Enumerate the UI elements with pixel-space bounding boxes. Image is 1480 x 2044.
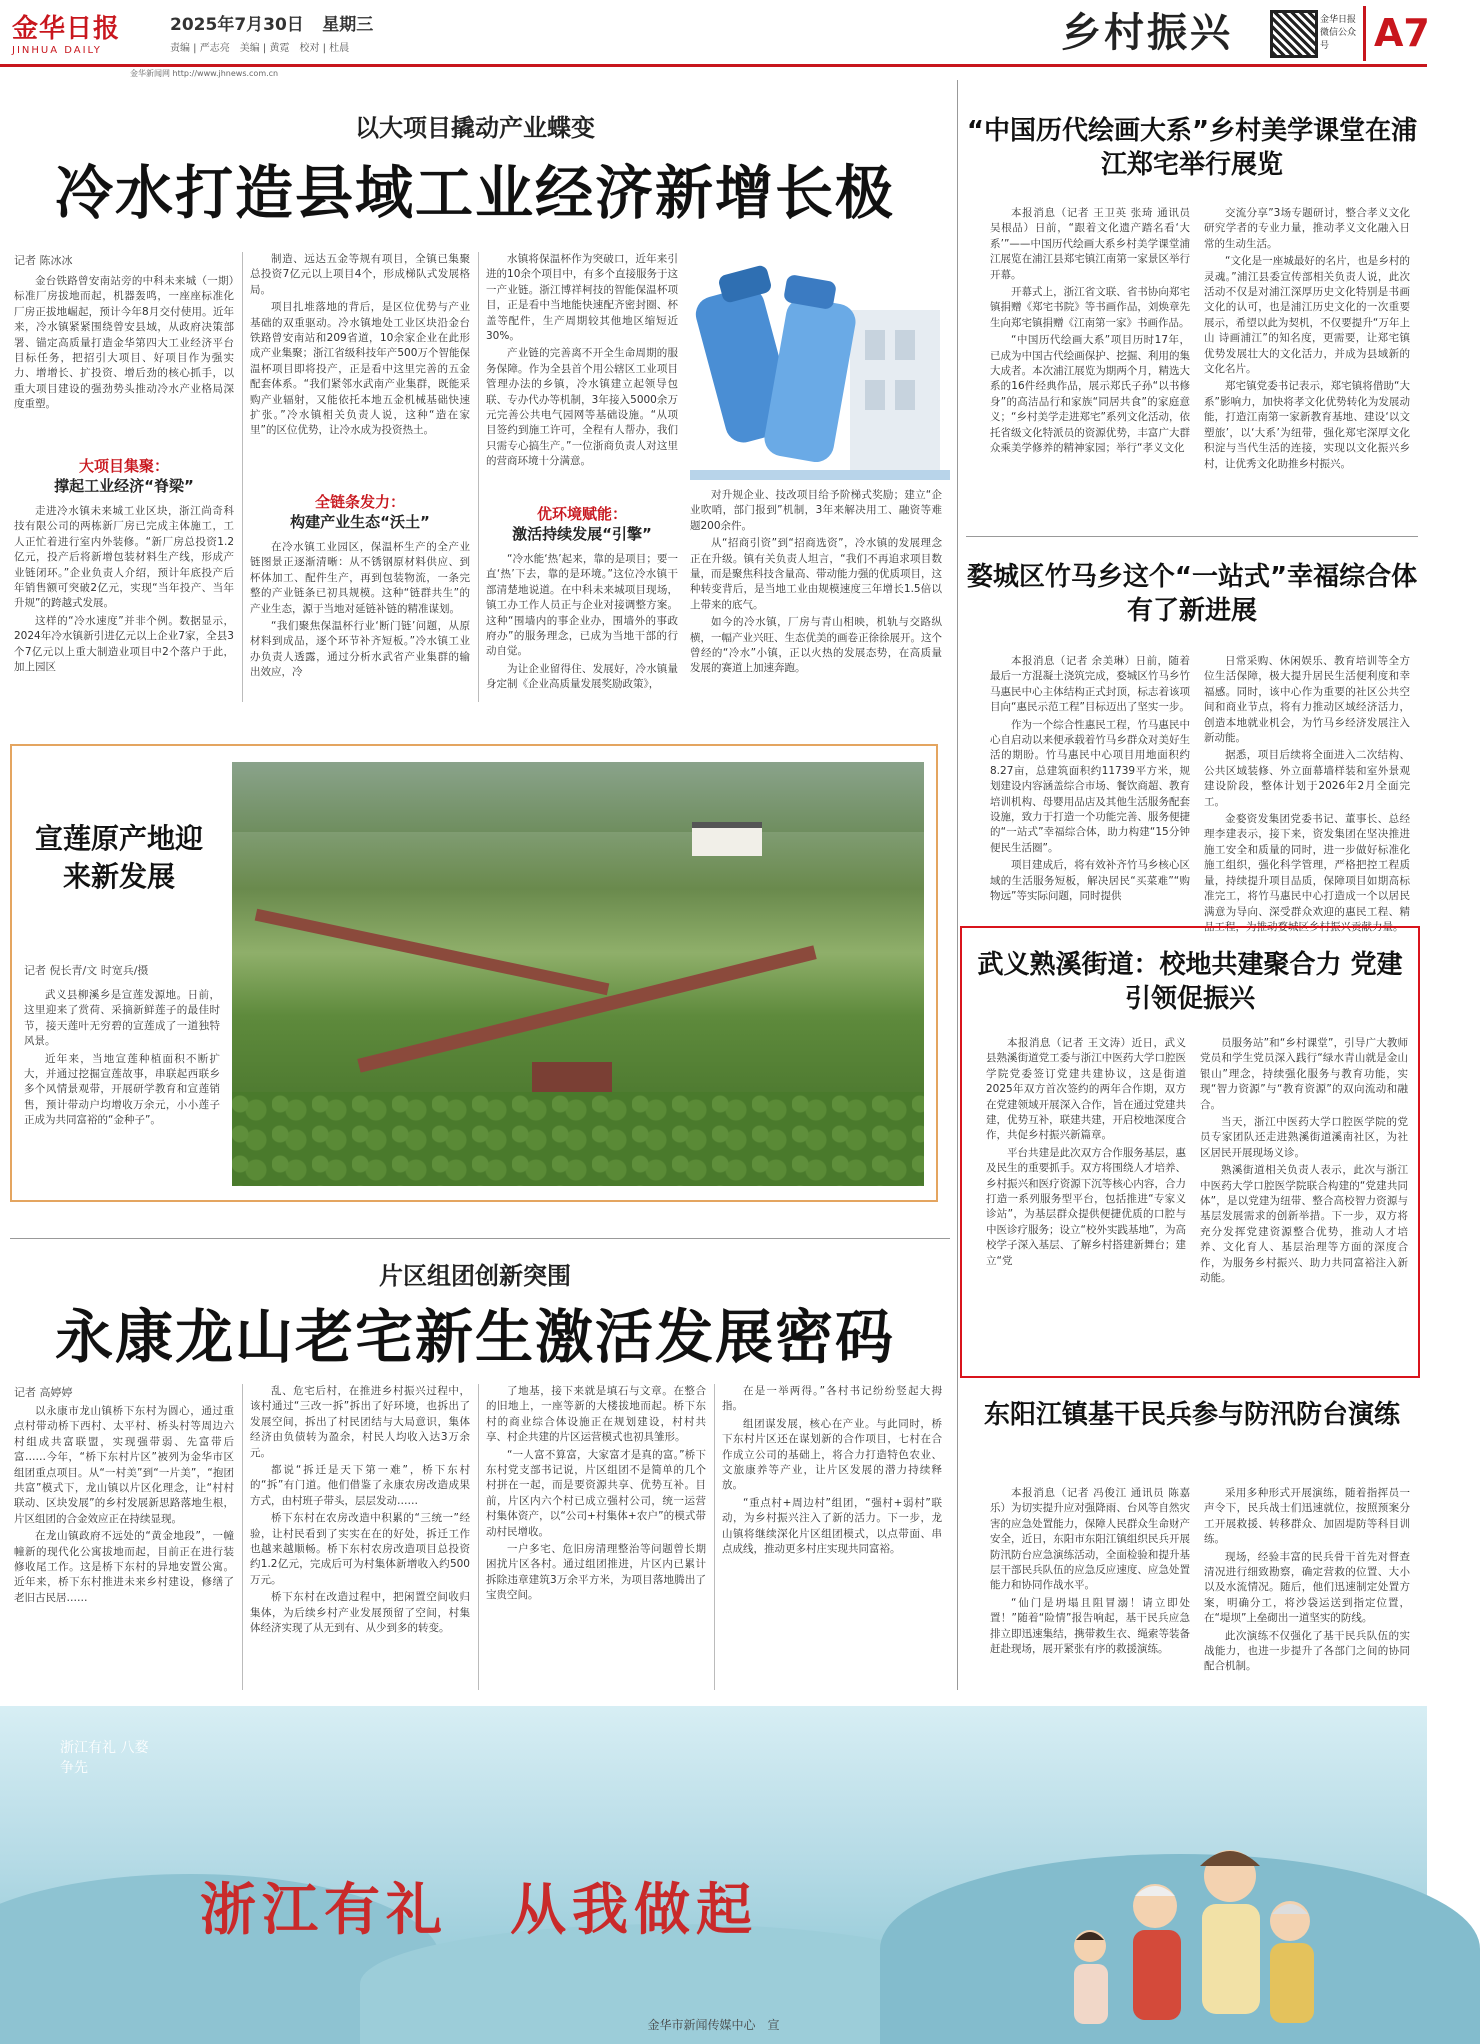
article1-subhead2: 全链条发力： 构建产业生态“沃土” bbox=[290, 493, 430, 531]
article1-col2: 制造、远达五金等规有项目，全镇已集聚总投资7亿元以上项目4个，形成梯队式发展格局。 项目扎堆落地的背后，是区位优势与产业基础的双重驱动。冷水镇地处工业区块沿金台铁路曾安南站和209省道，10余家企业在此形成产业集聚；浙江省级科技年产500万个智能保温杯项目即将投产，正是看中这里完善的五金配套体系。“我们紧邻水武南产业集群，既能采购产业辐射，又能依托本地五金机械基础快速扩张。”冷水镇相关负责人说，这种“造在家里”的区位优势，让冷水成为投资热土。 bbox=[250, 253, 470, 437]
article2-col1: 本报消息（记者 王卫英 张琦 通讯员 吴根品）日前，“跟着文化遗产踏名看‘大系’”——中国历代绘画大系乡村美学课堂浦江展览在浦江县郑宅镇江南第一家景区举行开幕。 开幕式上，浙江省文联、省书协向郑宅镇捐赠《郑宅书院》等书画作品，刘焕章先生向郑宅镇捐赠《江南第一家》书画作品。 “中国历代绘画大系”项目历时17年，已成为中国古代绘画保护、挖掘、利用的集大成者。本次浦江展览为期两个月，精选大系的16件经典作品，展示郑氏子孙“以书修身”的高洁品行和家族“同居共食”的家庭意义；“乡村美学走进郑宅”系列文化活动，依托省级文化特派员的资源优势，丰富广大群众乘美学修养的精神家园；举行“孝义文化 bbox=[990, 207, 1190, 455]
divider bbox=[478, 1384, 479, 1690]
qr-code-icon bbox=[1270, 10, 1318, 58]
article6-col1: 以永康市龙山镇桥下东村为圆心，通过重点村带动桥下西村、太平村、桥头村等周边六村组成共富联盟，实现强带弱、先富带后富……今年，“桥下东村片区”被列为金华市区组团重点项目。从“一村美”到“一片美”，“抱团共富”模式下，龙山镇以片区化理念，让“村村联动、区块发展”的乡村发展新思路落地生根，片区组团的合金效应正在持续显现。 在龙山镇政府不远处的“黄金地段”，一幢幢新的现代化公寓拔地而起，目前正在进行装修收尾工作。这是桥下东村的异地安置公寓。近年来，桥下东村推进未来乡村建设，修缮了老旧古民居…… bbox=[14, 1405, 234, 1604]
article1-subhead1: 大项目集聚： 撑起工业经济“脊梁” bbox=[54, 457, 194, 495]
article6-col4: 在是一举两得。”各村书记纷纷竖起大拇指。 组团谋发展，核心在产业。与此同时，桥下东村片区还在谋划新的合作项目，七村在合作成立公司的基础上，将合力打造特色农业、文旅康养等产业，让片区发展的潜力持续释放。 “重点村+周边村”组团，“强村+弱村”联动，为乡村振兴注入了新的活力。下一步，龙山镇将继续深化片区组团模式，以点带面、串点成线，推动更多村庄实现共同富裕。 bbox=[722, 1385, 942, 1556]
article4-title: 宣莲原产地迎来新发展 bbox=[34, 822, 203, 893]
divider bbox=[242, 252, 243, 702]
divider bbox=[714, 1384, 715, 1690]
logo-en: JINHUA DAILY bbox=[12, 45, 102, 56]
article5-col2: 员服务站”和“乡村课堂”，引导广大教师党员和学生党员深入践行“绿水青山就是金山银山”理念，持续强化服务与教育功能，实现“智力资源”与“教育资源”的双向流动和融合。 当天，浙江中医药大学口腔医学院的党员专家团队还走进熟溪街道溪南社区，为社区居民开展现场义诊。 熟溪街道相关负责人表示，此次与浙江中医药大学口腔医学院联合构建的“党建共同体”，是以党建为纽带、整合高校智力资源与基层发展需求的创新举措。下一步，双方将充分发挥党建资源整合优势，推动人才培养、文化育人、基层治理等方面的深度合作，为服务乡村振兴、助力共同富裕注入新动能。 bbox=[1200, 1037, 1408, 1285]
article1-col3: 水镇将保温杯作为突破口，近年来引进的10余个项目中，有多个直接服务于这一产业链。浙江博祥柯技的智能保温杯项目，正是看中当地能快速配齐密封圈、杯盖等配件，生产周期较其他地区缩短近30%。 产业链的完善离不开全生命周期的服务保障。作为全县首个用公辖区工业项目管理办法的乡镇，冷水镇建立起领导包联、专办代办等机制，3年接入5000余万元完善公共电气园网等基础设施。“从项目签约到施工许可，全程有人帮办，我们只需专心搞生产。”一位浙商负责人对这里的营商环境十分满意。 bbox=[486, 253, 678, 468]
banner-small-logo: 浙江有礼 八婺争先 bbox=[60, 1740, 149, 1776]
article3-col1: 本报消息（记者 余美琳）日前，随着最后一方混凝土浇筑完成，婺城区竹马乡竹马惠民中心主体结构正式封顶，标志着该项目向“惠民示范工程”目标迈出了坚实一步。 作为一个综合性惠民工程，竹马惠民中心自启动以来便承载着竹马乡群众对美好生活的期盼。竹马惠民中心项目用地面积约8.27亩，总建筑面积约11739平方米，规划建设内容涵盖综合市场、餐饮商超、教育培训机构、母婴用品店及其他生活服务配套设施，致力于打造一个功能完善、服务便捷的“一站式”幸福综合体，助力构建“15分钟便民生活圈”。 项目建成后，将有效补齐竹马乡核心区域的生活服务短板，解决居民“买菜难”“购物远”等实际问题，同时提供 bbox=[990, 655, 1190, 903]
page-number: A7 bbox=[1363, 6, 1423, 61]
article4-byline: 记者 倪长青/文 时宽兵/摄 bbox=[24, 964, 149, 977]
thermos-illustration bbox=[690, 250, 950, 480]
article3-title: 婺城区竹马乡这个“一站式”幸福综合体有了新进展 bbox=[966, 562, 1418, 626]
article5-title: 武义熟溪街道：校地共建聚合力 党建引领促振兴 bbox=[977, 950, 1403, 1014]
article1-subhead3: 优环境赋能： 激活持续发展“引擎” bbox=[512, 505, 652, 543]
article2-title: “中国历代绘画大系”乡村美学课堂在浦江郑宅举行展览 bbox=[966, 116, 1418, 180]
article6-col3: 了地基，接下来就是填石与文章。在整合的旧地上，一座等新的大楼拔地而起。桥下东村的商业综合体设施正在规划建设，村村共享、村企共建的片区运营模式也初具雏形。 “一人富不算富，大家富才是真的富。”桥下东村党支部书记说，片区组团不是简单的几个村拼在一起，而是要资源共享、优势互补。目前，片区内六个村已成立强村公司，统一运营村集体资产，以“公司+村集体+农户”的模式带动村民增收。 一户多宅、危旧房清理整治等问题曾长期困扰片区各村。通过组团推进，片区内已累计拆除违章建筑3万余平方米，为项目落地腾出了宝贵空间。 bbox=[486, 1385, 706, 1602]
section-title: 乡村振兴 bbox=[1061, 10, 1233, 56]
article6-title: 永康龙山老宅新生激活发展密码 bbox=[54, 1303, 895, 1371]
article1-col1b: 走进冷水镇未来城工业区块，浙江尚奇科技有限公司的两栋新厂房已完成主体施工，工人正忙着进行室内外装修。“新厂房总投资1.2亿元，投产后将新增包装材料生产线，形成产业链闭环。”企业负责人介绍，预计年底投产后年销售额可突破2亿元，实现“当年投产、当年升规”的跨越式发展。 这样的“冷水速度”并非个例。数据显示，2024年冷水镇新引进亿元以上企业7家，全县3个7亿元以上重大制造业项目中2个落户于此，加上园区 bbox=[14, 505, 234, 674]
article7-col2: 采用多种形式开展演练，随着指挥员一声令下，民兵战士们迅速就位，按照预案分工开展救援、转移群众、加固堤防等科目训练。 现场，经验丰富的民兵骨干首先对督查清况进行细致勘察，确定营救的位置、大小以及水流情况。随后，他们迅速制定处置方案，明确分工，将沙袋运送到指定位置，在“堤坝”上垒砌出一道坚实的防线。 此次演练不仅强化了基干民兵队伍的实战能力，也进一步提升了各部门之间的协同配合机制。 bbox=[1204, 1487, 1410, 1673]
banner-slogan: 浙江有礼 从我做起 bbox=[200, 1877, 758, 1943]
article1-kicker: 以大项目撬动产业蝶变 bbox=[355, 114, 595, 142]
article1-col4: 对升规企业、技改项目给予阶梯式奖励；建立“企业吹哨，部门报到”机制，3年来解决用工、融资等难题200余件。 从“招商引资”到“招商选资”，冷水镇的发展理念正在升级。镇有关负责人坦言，“我们不再追求项目数量，而是聚焦科技含量高、带动能力强的优质项目，这种转变背后，是当地工业由规模速度三年增长1.5倍以上带来的底气。 如今的冷水镇，厂房与青山相映，机轨与交路纵横，一幅产业兴旺、生态优美的画卷正徐徐展开。这个曾经的“冷水”小镇，正以火热的发展态势，在高质量发展的赛道上加速奔跑。 bbox=[690, 489, 942, 675]
article1-title: 冷水打造县域工业经济新增长极 bbox=[54, 159, 895, 227]
divider bbox=[10, 1238, 950, 1239]
divider bbox=[242, 1384, 243, 1690]
article6-kicker: 片区组团创新突围 bbox=[379, 1262, 571, 1290]
article4-col1: 武义县柳溪乡是宣莲发源地。日前，这里迎来了赏荷、采摘新鲜莲子的最佳时节，接天莲叶无穷碧的宣莲成了一道独特风景。 近年来，当地宣莲种植面积不断扩大，并通过挖掘宣莲故事，串联起西联乡多个风情景观带，开展研学教育和宣莲销售，预计带动户均增收万余元，小小莲子正成为共同富裕的“金种子”。 bbox=[24, 989, 220, 1127]
banner-footer: 金华市新闻传媒中心 宣 bbox=[647, 2018, 780, 2032]
header-info bbox=[170, 10, 730, 60]
article2-col2: 交流分享”3场专题研讨，整合孝义文化研究学者的专业力量，推动孝义文化融入日常的生动生活。 “文化是一座城最好的名片，也是乡村的灵魂。”浦江县委宣传部相关负责人说，此次活动不仅是对浦江深厚历史文化特别是书画文化的认可，也是浦江历史文化的一次重要展示，希望以此为契机，不仅要提升“万年上山 诗画浦江”的知名度，更需要，让郑宅镇优势发展壮大的文化活力，并成为县域新的文化名片。 郑宅镇党委书记表示，郑宅镇将借助“大系”影响力，加快将孝文化优势转化为发展动能，打造江南第一家新教育基地、建设‘以文塑旅’，以‘大系’为纽带，强化郑宅深厚文化积淀与当代生活的连接，实现以文化振兴乡村，让优秀文化助推乡村振兴。 bbox=[1204, 207, 1410, 470]
family-illustration bbox=[930, 1826, 1370, 2036]
article7-title: 东阳江镇基干民兵参与防汛防台演练 bbox=[983, 1400, 1400, 1430]
staff-credits: 责编 | 严志亮 美编 | 黄霓 校对 | 杜晨 bbox=[170, 43, 350, 54]
article3-col2: 日常采购、休闲娱乐、教育培训等全方位生活保障，极大提升居民生活便利度和幸福感。同时，该中心作为重要的社区公共空间和商业节点，将有力推动区域经济活力，创造本地就业机会，为竹马乡经济发展注入新动能。 据悉，项目后续将全面进入二次结构、公共区域装修、外立面幕墙样装和室外景观建设阶段，整体计划于2026年2月全面完工。 金婺资发集团党委书记、董事长、总经理李建表示，接下来，资发集团在坚决推进施工安全和质量的同时，进一步做好标准化施工组织，强化科学管理，严格把控工程质量，持续提升项目品质，保障项目如期高标准完工，将竹马惠民中心打造成一个以居民满意为导向、深受群众欢迎的惠民工程、精品工程，为推动婺城区乡村振兴贡献力量。 bbox=[1204, 655, 1410, 933]
public-service-banner bbox=[0, 1706, 1427, 2044]
article1-col2b: 在冷水镇工业园区，保温杯生产的全产业链图景正逐渐清晰：从不锈钢原材料供应、到杯体加工、配件生产，再到包装物流，一条完整的产业链条已初具规模。这种“链群共生”的产业生态，源于当地对延链补链的精准谋划。 “我们聚焦保温杯行业‘断门链’问题，从原材料到成品，逐个环节补齐短板。”冷水镇工业办负责人透露，通过分析水武省产业集群的输出效应，冷 bbox=[250, 541, 470, 679]
article6-byline: 记者 高婷婷 bbox=[14, 1386, 73, 1399]
divider bbox=[478, 252, 479, 702]
issue-date: 2025年7月30日 bbox=[170, 15, 304, 35]
qr-caption: 金华日报微信公众号 bbox=[1320, 15, 1357, 51]
header-rule bbox=[0, 64, 1427, 67]
article5-col1: 本报消息（记者 王文涛）近日，武义县熟溪街道党工委与浙江中医药大学口腔医学院党委签订党建共建协议，这是街道2025年双方首次签约的两年合作期，双方在党建领域开展深入合作，旨在通过党建共建，优势互补，联建共建，开启校地深度合作，共促乡村振兴新篇章。 平台共建是此次双方合作服务基层，惠及民生的重要抓手。双方将围绕人才培养、乡村振兴和医疗资源下沉等核心内容，合力打造一系列服务型平台，包括推进“专家义诊站”，为基层群众提供便捷优质的口腔与中医诊疗服务；设立“校外实践基地”，为高校学子深入基层、了解乡村搭建新舞台；建立“党 bbox=[986, 1037, 1186, 1267]
issue-weekday: 星期三 bbox=[322, 15, 374, 35]
lotus-field-photo bbox=[232, 762, 924, 1186]
website: 金华新闻网 http://www.jhnews.com.cn bbox=[130, 69, 279, 78]
article1-col1: 金台铁路曾安南站旁的中科未来城（一期）标准厂房拔地而起，机器轰鸣，一座座标准化厂房正拔地崛起，预计今年8月交付使用。近年来，冷水镇紧紧围绕曾安县域，从政府决策部署、锚定高质量打造金华第四大工业经济平台目标任务，把招引大项目、好项目作为强实力、增增长、扩投资、增后劲的核心抓手，以重大项目建设的强劲势头推动冷水产业格局深度重塑。 bbox=[14, 275, 234, 411]
article1-byline: 记者 陈冰冰 bbox=[14, 254, 73, 267]
column-divider bbox=[957, 80, 958, 1690]
divider bbox=[966, 536, 1418, 537]
article1-col3b: “冷水能‘热’起来，靠的是项目；要一直‘热’下去，靠的是环境。”这位冷水镇干部清楚地说道。在中科未来城项目现场，镇工办工作人员正与企业对接调整方案。这种“围墙内的事企业办，围墙外的事政府办”的服务理念，已成为当地干部的行动自觉。 为让企业留得住、发展好，冷水镇量身定制《企业高质量发展奖励政策》， bbox=[486, 553, 678, 691]
logo-text: 金华日报 bbox=[12, 14, 121, 44]
newspaper-logo bbox=[12, 8, 162, 58]
article7-col1: 本报消息（记者 冯俊江 通讯员 陈嘉乐）为切实提升应对强降雨、台风等自然灾害的应急处置能力，保障人民群众生命财产安全，近日，东阳市东阳江镇组织民兵开展防汛防台应急演练活动，全面检验和提升基层干部民兵队伍的应急反应速度、应急处置能力和协同作战水平。 “仙门是坍塌且阻冒溺！请立即处置！”随着“险情”报告响起，基干民兵应急排立即迅速集结，携带救生衣、绳索等装备赶赴现场，展开紧张有序的救援演练。 bbox=[990, 1487, 1190, 1656]
article6-col2: 乱、危宅后村，在推进乡村振兴过程中，该村通过“三改一拆”拆出了好环境，也拆出了发展空间，拆出了村民团结与大局意识，集体经济由负债转为盈余，村民人均收入达3万余元。 都说“拆迁是天下第一难”，桥下东村的“拆”有门道。他们借鉴了永康农房改造成果方式，由村班子带头，层层发动…… 桥下东村在农房改造中积累的“三统一”经验，让村民看到了实实在在的好处，拆迁工作也越来越顺畅。桥下东村农房改造项目总投资约1.2亿元，完成后可为村集体新增收入约500万元。 桥下东村在改造过程中，把闲置空间收归集体，为后续乡村产业发展预留了空间，村集体经济实现了从无到有、从少到多的转变。 bbox=[250, 1385, 470, 1635]
